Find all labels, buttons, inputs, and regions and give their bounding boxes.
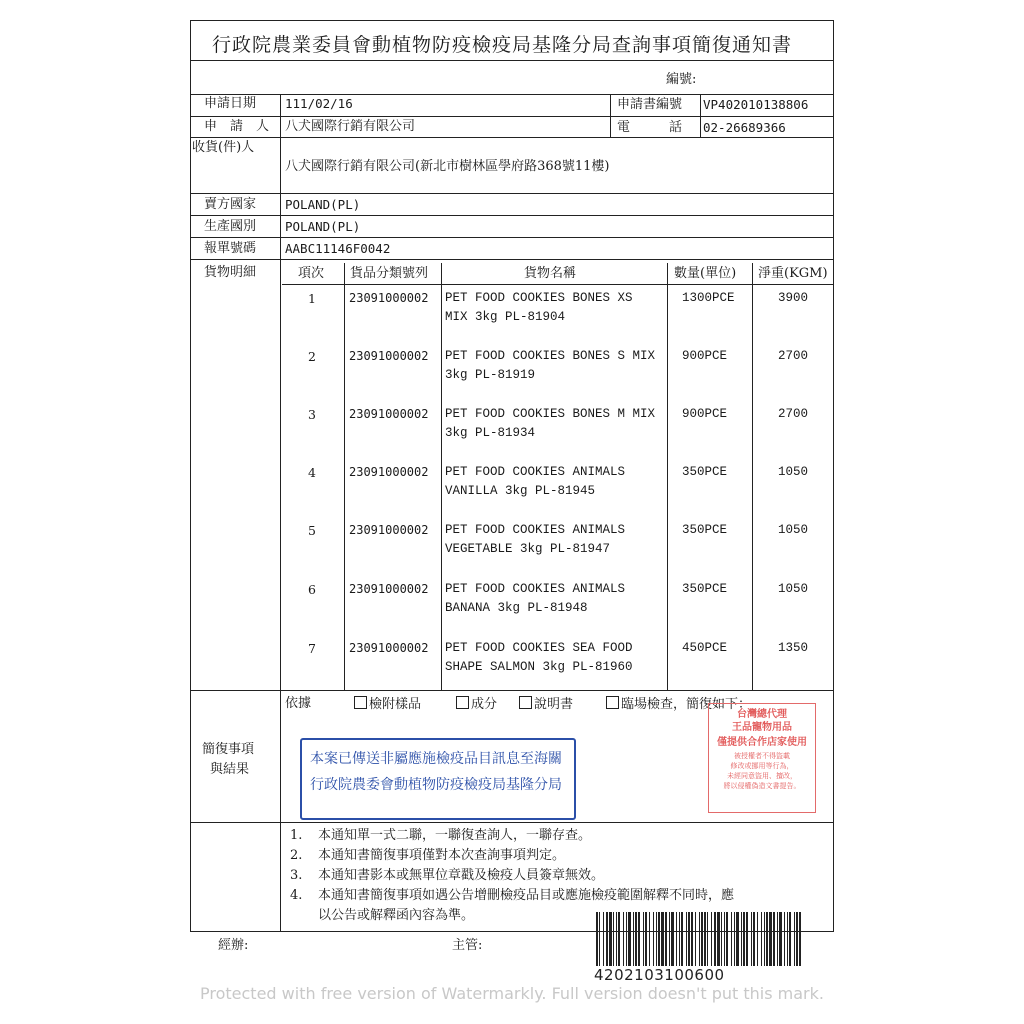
seller-country-label: 賣方國家 <box>204 197 257 212</box>
rule-table-col3 <box>667 263 668 690</box>
barcode-bar <box>789 912 791 966</box>
row-name: PET FOOD COOKIES SEA FOOD SHAPE SALMON 3kg PL-81960 <box>445 641 633 674</box>
barcode-bar <box>714 912 716 966</box>
document-title: 行政院農業委員會動植物防疫檢疫局基隆分局查詢事項簡復通知書 <box>212 34 793 56</box>
barcode-bar <box>599 912 600 966</box>
col-header-name: 貨物名稱 <box>524 266 577 281</box>
barcode-bar <box>691 912 693 966</box>
barcode-bar <box>626 912 627 966</box>
rule-notes-col <box>280 822 281 932</box>
barcode-bar <box>671 912 674 966</box>
rule-mid-col <box>610 94 611 137</box>
barcode-bar <box>721 912 722 966</box>
rule-row3-top <box>190 137 834 138</box>
row-qty: 900PCE <box>682 349 728 363</box>
barcode-bar <box>731 912 732 966</box>
row-no: 6 <box>308 582 316 597</box>
stamp-line1: 本案已傳送非屬應施檢疫品目訊息至海關 <box>310 751 562 767</box>
row-weight: 3900 <box>778 291 809 305</box>
red-stamp-line3: 僅提供合作店家使用 <box>717 737 807 748</box>
row-qty: 350PCE <box>682 582 728 596</box>
rule-row5-top <box>190 215 834 216</box>
row-code: 23091000002 <box>349 349 429 363</box>
barcode-bar <box>669 912 670 966</box>
row-code: 23091000002 <box>349 407 429 421</box>
barcode-bar <box>753 912 755 966</box>
row-qty: 450PCE <box>682 641 728 655</box>
declaration-label: 報單號碼 <box>204 241 257 256</box>
distributor-stamp <box>708 703 816 813</box>
checkbox-inspection[interactable] <box>606 696 619 709</box>
barcode-bar <box>688 912 690 966</box>
barcode-bar <box>726 912 728 966</box>
checkbox-manual[interactable] <box>519 696 532 709</box>
consignee-label: 收貨(件)人 <box>192 140 255 155</box>
barcode-bar <box>658 912 660 966</box>
barcode-bar <box>649 912 650 966</box>
result-label-line1: 簡復事項 <box>202 742 255 757</box>
row-qty: 900PCE <box>682 407 728 421</box>
barcode-bar <box>623 912 624 966</box>
barcode-bar <box>661 912 664 966</box>
rule-row1-top <box>190 94 834 95</box>
col-header-qty: 數量(單位) <box>674 266 737 281</box>
stamp-line2: 行政院農委會動植物防疫檢疫局基隆分局 <box>310 777 562 793</box>
applicant-value: 八犬國際行銷有限公司 <box>285 119 416 134</box>
row-no: 4 <box>308 465 316 480</box>
apply-no-label: 申請書編號 <box>617 97 683 112</box>
row-no: 7 <box>308 641 316 656</box>
row-weight: 2700 <box>778 349 809 363</box>
watermark-text: Protected with free version of Watermarkly. Full version doesn't put this mark. <box>200 984 824 1003</box>
barcode-bar <box>613 912 614 966</box>
barcode-bar <box>686 912 687 966</box>
barcode-bar <box>746 912 748 966</box>
seller-country-value: POLAND(PL) <box>285 197 361 212</box>
barcode <box>594 912 804 966</box>
row-qty: 350PCE <box>682 523 728 537</box>
rule-label-col <box>280 94 281 822</box>
barcode-bar <box>794 912 795 966</box>
origin-value: POLAND(PL) <box>285 219 361 234</box>
barcode-bar <box>645 912 647 966</box>
result-label-line2: 與結果 <box>210 762 250 777</box>
red-stamp-line6: 未經同意盜用、擅改， <box>727 772 797 780</box>
row-name: PET FOOD COOKIES BONES XS MIX 3kg PL-81904 <box>445 291 633 324</box>
barcode-bar <box>665 912 667 966</box>
barcode-bar <box>707 912 708 966</box>
basis-label: 依據 <box>285 696 312 711</box>
rule-row6-top <box>190 237 834 238</box>
note-text: 本通知單一式二聯，一聯復查詢人，一聯存查。 <box>318 828 592 843</box>
serial-label: 編號: <box>666 72 697 87</box>
note-text: 本通知書簡復事項如遇公告增刪檢疫品目或應施檢疫範圍解釋不同時，應 以公告或解釋函內容為準。 <box>318 888 735 923</box>
option-inspection[interactable]: 臨場檢查，簡復如下： <box>606 696 751 713</box>
row-name: PET FOOD COOKIES BONES S MIX 3kg PL-81919 <box>445 349 656 382</box>
phone-label: 電 話 <box>617 120 683 135</box>
row-code: 23091000002 <box>349 291 429 305</box>
barcode-bar <box>679 912 680 966</box>
note-number: 1. <box>290 828 303 843</box>
barcode-bar <box>769 912 772 966</box>
barcode-bar <box>633 912 634 966</box>
apply-date-value: 111/02/16 <box>285 96 353 111</box>
rule-table-col1 <box>344 263 345 690</box>
row-name: PET FOOD COOKIES ANIMALS BANANA 3kg PL-81948 <box>445 582 626 615</box>
rule-row2-top <box>190 116 834 117</box>
note-text: 本通知書影本或無單位章戳及檢疫人員簽章無效。 <box>318 868 605 883</box>
barcode-bar <box>695 912 696 966</box>
row-no: 1 <box>308 291 316 306</box>
barcode-bar <box>734 912 735 966</box>
barcode-bar <box>699 912 700 966</box>
row-weight: 1050 <box>778 582 809 596</box>
barcode-bar <box>711 912 712 966</box>
barcode-bar <box>609 912 612 966</box>
checkbox-sample[interactable] <box>354 696 367 709</box>
row-weight: 1350 <box>778 641 809 655</box>
handler-label: 經辦: <box>218 938 249 953</box>
barcode-bar <box>761 912 762 966</box>
barcode-bar <box>681 912 683 966</box>
barcode-bar <box>777 912 778 966</box>
row-qty: 1300PCE <box>682 291 735 305</box>
row-no: 5 <box>308 523 316 538</box>
row-code: 23091000002 <box>349 582 429 596</box>
red-stamp-line5: 修改或挪用等行為， <box>730 762 794 770</box>
row-no: 2 <box>308 349 316 364</box>
row-qty: 350PCE <box>682 465 728 479</box>
rule-table-col4 <box>752 263 753 690</box>
barcode-bar <box>799 912 801 966</box>
barcode-bar <box>724 912 725 966</box>
red-stamp-line7: 將以侵權偽造文書提告。 <box>723 782 801 790</box>
declaration-value: AABC11146F0042 <box>285 241 391 256</box>
barcode-bar <box>779 912 782 966</box>
consignee-value: 八犬國際行銷有限公司(新北市樹林區學府路368號11樓) <box>285 159 610 174</box>
barcode-bar <box>773 912 775 966</box>
barcode-bar <box>736 912 739 966</box>
barcode-bar <box>757 912 758 966</box>
option-manual[interactable]: 說明書 <box>519 696 573 713</box>
note-text: 本通知書簡復事項僅對本次查詢事項判定。 <box>318 848 566 863</box>
row-name: PET FOOD COOKIES BONES M MIX 3kg PL-81934 <box>445 407 656 440</box>
rule-title <box>190 60 834 61</box>
barcode-bar <box>701 912 703 966</box>
barcode-bar <box>635 912 637 966</box>
note-number: 3. <box>290 868 303 883</box>
note-number: 2. <box>290 848 303 863</box>
row-code: 23091000002 <box>349 465 429 479</box>
barcode-bar <box>596 912 598 966</box>
apply-no-value: VP402010138806 <box>703 97 809 112</box>
barcode-number: 4202103100600 <box>594 966 725 984</box>
supervisor-label: 主管: <box>452 938 483 953</box>
option-ingredient[interactable]: 成分 <box>456 696 497 713</box>
rule-result-top <box>190 690 834 691</box>
red-stamp-line2: 王品寵物用品 <box>732 722 792 733</box>
barcode-bar <box>656 912 657 966</box>
barcode-bar <box>638 912 640 966</box>
note-number: 4. <box>290 888 303 903</box>
rule-row7-top <box>190 259 834 260</box>
checkbox-ingredient[interactable] <box>456 696 469 709</box>
col-header-code: 貨品分類號列 <box>350 266 429 281</box>
row-weight: 2700 <box>778 407 809 421</box>
row-weight: 1050 <box>778 465 809 479</box>
goods-label: 貨物明細 <box>204 265 257 280</box>
rule-row4-top <box>190 193 834 194</box>
applicant-label: 申 請 人 <box>204 119 270 134</box>
barcode-bar <box>784 912 785 966</box>
barcode-bar <box>676 912 677 966</box>
barcode-bar <box>796 912 798 966</box>
row-no: 3 <box>308 407 316 422</box>
row-weight: 1050 <box>778 523 809 537</box>
barcode-bar <box>618 912 620 966</box>
col-header-no: 項次 <box>298 266 325 281</box>
option-sample[interactable]: 檢附樣品 <box>354 696 421 713</box>
barcode-bar <box>606 912 608 966</box>
barcode-bar <box>643 912 644 966</box>
barcode-bar <box>743 912 745 966</box>
barcode-bar <box>704 912 706 966</box>
rule-notes-top <box>190 822 834 823</box>
row-code: 23091000002 <box>349 641 429 655</box>
quarantine-stamp <box>300 738 576 820</box>
phone-value: 02-26689366 <box>703 120 786 135</box>
apply-date-label: 申請日期 <box>204 96 257 111</box>
rule-table-col2 <box>441 263 442 690</box>
barcode-bar <box>628 912 631 966</box>
barcode-bar <box>766 912 768 966</box>
barcode-bar <box>616 912 617 966</box>
red-stamp-line4: 被授權者不得盜載 <box>734 752 790 760</box>
rule-mid-col2 <box>700 94 701 137</box>
barcode-bar <box>787 912 788 966</box>
row-name: PET FOOD COOKIES ANIMALS VANILLA 3kg PL-81945 <box>445 465 626 498</box>
barcode-bar <box>653 912 654 966</box>
barcode-bar <box>751 912 752 966</box>
row-name: PET FOOD COOKIES ANIMALS VEGETABLE 3kg PL-81947 <box>445 523 626 556</box>
row-code: 23091000002 <box>349 523 429 537</box>
barcode-bar <box>764 912 765 966</box>
red-stamp-line1: 台灣總代理 <box>737 709 787 720</box>
barcode-bar <box>741 912 742 966</box>
barcode-bar <box>603 912 604 966</box>
barcode-bar <box>717 912 720 966</box>
origin-label: 生產國別 <box>204 219 257 234</box>
col-header-weight: 淨重(KGM) <box>758 266 828 281</box>
